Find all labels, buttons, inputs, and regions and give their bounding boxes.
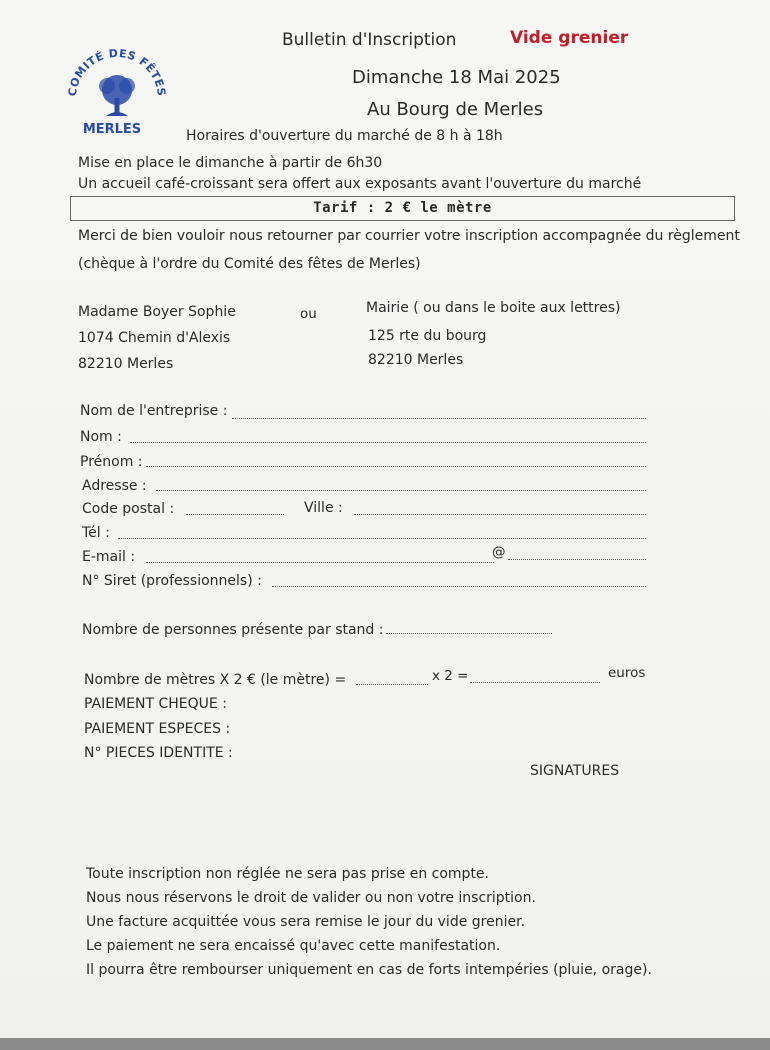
meters-label: Nombre de mètres X 2 € (le mètre) = (84, 672, 347, 688)
phone-label: Tél : (82, 525, 110, 541)
euros-label: euros (608, 665, 646, 681)
email-label: E-mail : (82, 549, 136, 565)
condition-4: Le paiement ne sera encaissé qu'avec cette manifestation. (86, 938, 501, 954)
address-field[interactable] (156, 490, 646, 491)
cheque-payable: (chèque à l'ordre du Comité des fêtes de Merles) (78, 256, 421, 272)
city-field[interactable] (354, 514, 646, 515)
logo-arc-text: COMITÉ DES FÊTES (65, 46, 169, 98)
meters-field[interactable] (356, 684, 428, 685)
last-name-label: Nom : (80, 429, 122, 445)
cash-payment-label: PAIEMENT ESPECES : (84, 721, 231, 737)
email-domain-field[interactable] (508, 559, 646, 560)
last-name-field[interactable] (130, 442, 646, 443)
cheque-payment-label: PAIEMENT CHEQUE : (84, 696, 227, 712)
comite-des-fetes-logo (62, 46, 172, 138)
address-label: Adresse : (82, 478, 147, 494)
postal-code-field[interactable] (186, 514, 284, 515)
event-date: Dimanche 18 Mai 2025 (352, 67, 561, 88)
times-two-label: x 2 = (432, 668, 469, 684)
setup-time: Mise en place le dimanche à partir de 6h30 (78, 155, 383, 171)
return-instructions: Merci de bien vouloir nous retourner par courrier votre inscription accompagnée du règlement (78, 228, 740, 244)
address-right-city: 82210 Merles (368, 352, 464, 368)
condition-2: Nous nous réservons le droit de valider ou non votre inscription. (86, 890, 536, 906)
surface-edge (0, 1038, 770, 1050)
id-number-label: N° PIECES IDENTITE : (84, 745, 233, 761)
address-right-street: 125 rte du bourg (368, 328, 487, 344)
city-label: Ville : (304, 500, 343, 516)
address-left-street: 1074 Chemin d'Alexis (78, 330, 231, 346)
address-left-name: Madame Boyer Sophie (78, 304, 236, 320)
siret-field[interactable] (272, 586, 646, 587)
tarif-text: Tarif : 2 € le mètre (313, 200, 492, 216)
tarif-box (70, 196, 735, 221)
event-location: Au Bourg de Merles (367, 99, 544, 120)
address-or: ou (300, 306, 317, 322)
people-label: Nombre de personnes présente par stand : (82, 622, 384, 638)
at-sign: @ (492, 544, 506, 560)
condition-5: Il pourra être rembourser uniquement en cas de forts intempéries (pluie, orage). (86, 962, 652, 978)
company-label: Nom de l'entreprise : (80, 403, 228, 419)
company-field[interactable] (232, 418, 646, 419)
tree-icon (99, 75, 135, 116)
first-name-label: Prénom : (80, 454, 143, 470)
email-user-field[interactable] (146, 562, 494, 563)
total-field[interactable] (470, 682, 600, 683)
phone-field[interactable] (118, 538, 646, 539)
form-title: Bulletin d'Inscription (282, 30, 457, 50)
postal-code-label: Code postal : (82, 501, 175, 517)
opening-hours: Horaires d'ouverture du marché de 8 h à 18h (186, 128, 503, 144)
event-name: Vide grenier (510, 28, 629, 48)
condition-3: Une facture acquittée vous sera remise le jour du vide grenier. (86, 914, 526, 930)
condition-1: Toute inscription non réglée ne sera pas prise en compte. (86, 866, 489, 882)
signatures-label: SIGNATURES (530, 763, 620, 779)
logo-name: MERLES (82, 122, 142, 137)
welcome-note: Un accueil café-croissant sera offert aux exposants avant l'ouverture du marché (78, 176, 642, 192)
address-right-name: Mairie ( ou dans le boite aux lettres) (366, 300, 621, 316)
address-left-city: 82210 Merles (78, 356, 174, 372)
people-field[interactable] (386, 633, 552, 634)
first-name-field[interactable] (146, 466, 646, 467)
siret-label: N° Siret (professionnels) : (82, 573, 262, 589)
